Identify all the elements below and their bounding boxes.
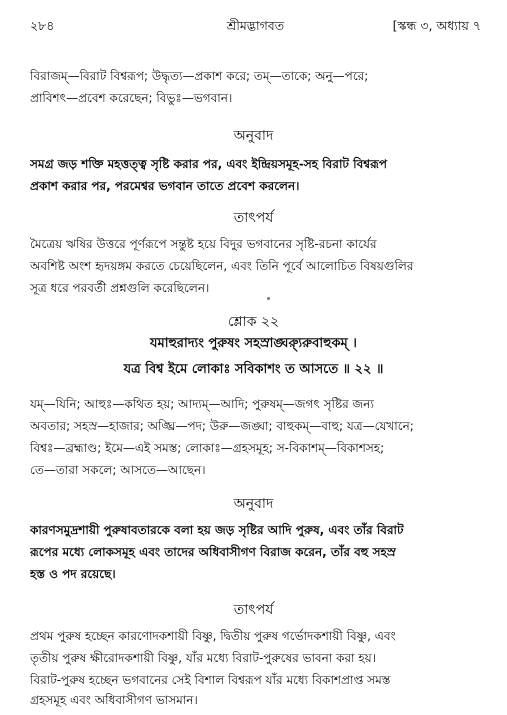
purport-heading: তাৎপর্য bbox=[233, 210, 274, 226]
purport-heading: তাৎপর্য bbox=[233, 602, 274, 618]
chapter-reference: [স্কন্ধ ৩, অধ্যায় ৭ bbox=[392, 18, 481, 33]
translation-line: সমগ্র জড় শক্তি মহত্তত্ত্ব সৃষ্টি করার পর, এবং ইন্দ্রিয়সমূহ-সহ বিরাট বিশ্বরূপ bbox=[30, 157, 387, 171]
synonyms-line: বিশ্বঃ—ব্রহ্মাণ্ড; ইমে—এই সমস্ত; লোকাঃ—গ্রহসমূহ; স-বিকাশম্—বিকাশসহ; bbox=[30, 441, 385, 455]
translation-line: রূপের মধ্যে লোকসমূহ এবং তাদের অধিবাসীগণ বিরাজ করেন, তাঁর বহু সহস্র bbox=[30, 545, 396, 559]
purport-line: বিরাট-পুরুষ হচ্ছেন ভগবানের সেই বিশাল বিশ্বরূপ যাঁর মধ্যে বিকাশপ্রাপ্ত সমস্ত bbox=[30, 673, 391, 687]
translation-line: প্রকাশ করার পর, পরমেশ্বর ভগবান তাতে প্রবেশ করলেন। bbox=[30, 179, 300, 193]
purport-line: গ্রহসমূহ এবং অধিবাসীগণ ভাসমান। bbox=[30, 693, 198, 707]
page-header bbox=[30, 18, 481, 36]
purport-line: প্রথম পুরুষ হচ্ছেন কারণোদকশায়ী বিষ্ণু, দ্বিতীয় পুরুষ গর্ভোদকশায়ী বিষ্ণু, এবং bbox=[30, 629, 396, 643]
book-title: শ্রীমদ্ভাগবত bbox=[226, 18, 285, 33]
synonyms-line: বিরাজম্—বিরাট বিশ্বরূপ; উদ্ধৃত্য—প্রকাশ করে; তম্—তাকে; অনু—পরে; bbox=[30, 69, 369, 83]
synonyms-line: প্রাবিশৎ—প্রবেশ করেছেন; বিভুঃ—ভগবান। bbox=[30, 91, 233, 105]
synonyms-line: তে—তারা সকলে; আসতে—আছেন। bbox=[30, 463, 206, 477]
translation-heading: অনুবাদ bbox=[233, 128, 274, 144]
page-number: ২৮৪ bbox=[30, 18, 55, 33]
verse-line: যমাহুরাদ্যং পুরুষং সহস্রাঙ্ঘ্র্যুরুবাহুকম্ । bbox=[150, 336, 357, 351]
translation-heading: অনুবাদ bbox=[233, 496, 274, 512]
purport-line: সূত্র ধরে পরবর্তী প্রশ্নগুলি করেছিলেন। bbox=[30, 281, 210, 295]
verse-number-heading: শ্লোক ২২ bbox=[227, 314, 280, 330]
speck-mark bbox=[267, 297, 270, 300]
purport-line: মৈত্রেয় ঋষির উত্তরে পূর্ণরূপে সন্তুষ্ট হয়ে বিদুর ভগবানের সৃষ্টি-রচনা কার্যের bbox=[30, 237, 377, 251]
verse-line: যত্র বিশ্ব ইমে লোকাঃ সবিকাশং ত আসতে ॥ ২২ ॥ bbox=[123, 362, 384, 377]
purport-line: তৃতীয় পুরুষ ক্ষীরোদকশায়ী বিষ্ণু, যাঁর মধ্যে বিরাট-পুরুষের ভাবনা করা হয়। bbox=[30, 651, 377, 665]
translation-line: হস্ত ও পদ রয়েছে। bbox=[30, 567, 116, 581]
translation-line: কারণসমুদ্রশায়ী পুরুষাবতারকে বলা হয় জড় সৃষ্টির আদি পুরুষ, এবং তাঁর বিরাট bbox=[30, 523, 404, 537]
synonyms-line: অবতার; সহস্র—হাজার; অঙ্ঘ্রি—পদ; উরু—জঙ্ঘা; বাহুকম্—বাহু; যত্র—যেখানে; bbox=[30, 419, 414, 433]
purport-line: অবশিষ্ট অংশ হৃদয়ঙ্গম করতে চেয়েছিলেন, এবং তিনি পূর্বে আলোচিত বিষয়গুলির bbox=[30, 259, 414, 273]
synonyms-line: যম্—যিনি; আহুঃ—কথিত হয়; আদ্যম্—আদি; পুরুষম্—জগৎ সৃষ্টির জন্য bbox=[30, 397, 374, 411]
